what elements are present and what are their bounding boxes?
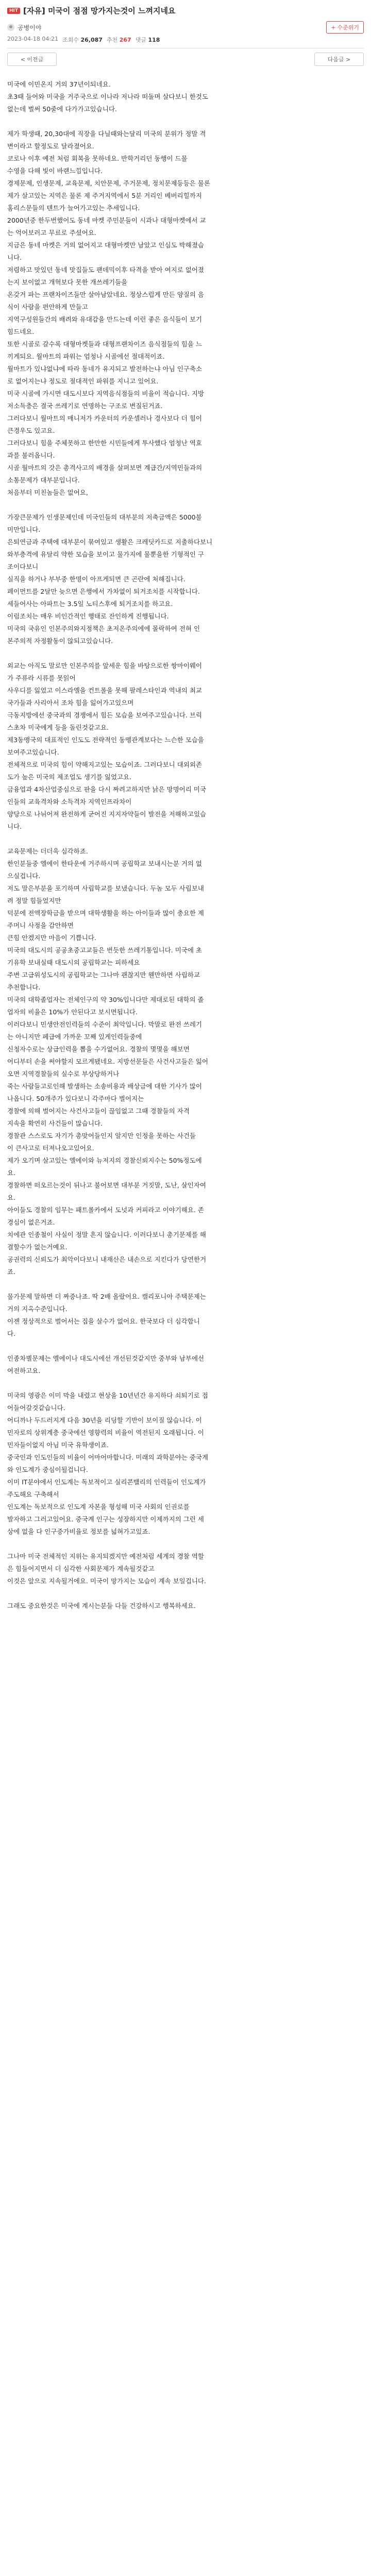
body-line: 어디부터 손을 써야할지 모르게됐네요. 지방선문들은 사건사고들은 잃어 bbox=[7, 1058, 209, 1065]
paragraph-gap bbox=[7, 1377, 364, 1390]
post-nav bbox=[0, 48, 371, 70]
body-line: 그러다보니 월마트의 매니저가 카운터의 카운셀러나 경사보다 더 힘이 bbox=[7, 414, 202, 422]
body-line: 미국의 대학졸업자는 전체인구의 약 30%입니다만 제대로된 대학의 졸 bbox=[7, 996, 204, 1003]
body-line: 오면 지역경찰들의 실수로 부상당하거나 bbox=[7, 1070, 120, 1078]
paragraph-gap bbox=[7, 647, 364, 660]
body-line: 결할수가 없는거예요. bbox=[7, 1243, 68, 1251]
body-line: 그래도 중요한것은 미국에 계시는분들 다들 건강하시고 행복하세요. bbox=[7, 1602, 196, 1610]
body-line: 보여주고있습니다. bbox=[7, 748, 59, 756]
body-line: 주머니 사정을 감안하면 bbox=[7, 922, 74, 929]
body-line: 경심이 없은거죠. bbox=[7, 1218, 55, 1226]
body-line: 민자로의 상위계층 중국에선 영향력의 비율이 역전된지 오래됩니다. 이 bbox=[7, 1429, 204, 1436]
body-line: 미국에 이민온지 거의 37년이되네요. bbox=[7, 80, 111, 88]
body-line: 는 아니지만 페급에 가까운 꼬째 있게인력들중에 bbox=[7, 1033, 142, 1041]
body-line: 식이 사람을 편안하게 만들고 bbox=[7, 303, 88, 311]
body-line: 미만입니다. bbox=[7, 526, 41, 533]
paragraph-gap bbox=[7, 833, 364, 845]
body-line: 으실겁니다. bbox=[7, 872, 41, 880]
body-line: 도가 높은 미국의 제조업도 생기를 잃었고요. bbox=[7, 773, 132, 781]
body-line: 조이다보니 bbox=[7, 563, 39, 571]
body-line: 미국의 국유인 인본주의와지정책은 초저온주의에에 몰락하여 전혀 인 bbox=[7, 625, 200, 632]
body-line: 거의 지옥수준입니다. bbox=[7, 1305, 68, 1313]
body-line: 인도계는 독보적으로 인도계 자본을 형성해 미국 사회의 인권로를 bbox=[7, 1503, 190, 1511]
body-line: 힘드네요. bbox=[7, 328, 35, 336]
body-line: 추천합니다. bbox=[7, 983, 41, 991]
views-count: 26,087 bbox=[80, 37, 103, 43]
body-line: 다. bbox=[7, 1330, 16, 1337]
body-line: 가장큰문제가 인생문제인데 미국인들의 대부분의 저축금액은 5000불 bbox=[7, 513, 202, 521]
body-line: 지금은 동네 마켓은 거의 없어지고 대형마켓만 남았고 인심도 박해졌습 bbox=[7, 241, 204, 249]
title-row bbox=[7, 5, 364, 16]
body-line: 교육문제는 더더욱 심각하죠. bbox=[7, 847, 88, 855]
body-line: 2000년중 한두번했어도 동네 마켓 주민분들이 시과나 대형마켓에서 교 bbox=[7, 216, 206, 224]
body-line: 덕분에 전액장학금을 받으며 대학생활을 하는 아이들과 많이 충요한 제 bbox=[7, 909, 204, 917]
comments-count: 118 bbox=[148, 37, 160, 43]
comments-label: 댓글 bbox=[135, 37, 146, 43]
body-line: 과를 불러옵니다. bbox=[7, 451, 55, 459]
body-line: 는지 보이없고 개혁보다 못한 개쓰레기들을 bbox=[7, 278, 128, 286]
body-line: 월마트가 있냐없냐에 따라 동네가 유지되고 발전하는냐 아님 인구축소 bbox=[7, 365, 202, 373]
body-line: 전체적으로 미국의 힘이 약해지고있는 모습이죠. 그러다보니 대외외존 bbox=[7, 761, 202, 768]
paragraph-gap bbox=[7, 1340, 364, 1352]
body-line: 한인분들중 엘에이 한타운에 거주하시며 공립학교 보내시는분 거의 없 bbox=[7, 860, 202, 867]
post-date: 2023-04-18 04:21 bbox=[7, 36, 59, 42]
body-line: 그나마 미국 전체적인 지위는 유지되겠지만 예전처럼 세계의 경찰 역할 bbox=[7, 1552, 204, 1560]
paragraph-gap bbox=[7, 115, 364, 128]
body-line: 페이먼트를 2달만 늦으면 은행에서 가차없이 퇴거조치를 시작합니다. bbox=[7, 588, 200, 595]
body-line: 인종차별문제는 엘에이나 대도시에선 개선된것같지만 중부와 남부에선 bbox=[7, 1354, 205, 1362]
body-line: 가 주류라 시류를 못읽어 bbox=[7, 674, 76, 682]
body-line: 온갖거 파는 프랜차이즈들만 살아남았네요. 정상스럽게 만든 양질의 음 bbox=[7, 291, 204, 298]
author-row bbox=[7, 21, 364, 34]
body-line: 와 인도계가 중심이될겁니다. bbox=[7, 1466, 88, 1474]
avatar-icon bbox=[7, 24, 14, 31]
paragraph-gap bbox=[7, 499, 364, 511]
body-line: 제가 오기며 살고있는 엘에이와 뉴저지의 경찰신뢰지수는 50%정도에 bbox=[7, 1157, 202, 1164]
body-line: 이미 IT분야에서 인도계는 독보적이고 실리콘밸리의 인력들이 인도계가 bbox=[7, 1478, 206, 1486]
author-name[interactable]: 공병이야 bbox=[18, 24, 42, 31]
body-line: 저소득층은 결국 쓰레기로 연명하는 구조로 변질된거죠. bbox=[7, 402, 163, 410]
author-info[interactable] bbox=[7, 23, 41, 32]
body-line: 니다. bbox=[7, 254, 22, 261]
paragraph-gap bbox=[7, 1538, 364, 1550]
body-line: 양당으로 나뉘어져 완전하게 굳어진 지지자약들이 발전을 저해하고있습 bbox=[7, 810, 207, 818]
body-line: 여전하고요. bbox=[7, 1367, 41, 1375]
post-body bbox=[0, 72, 371, 1612]
body-line: 인들의 교육격차와 소득격차 지역인프라차이 bbox=[7, 798, 132, 806]
subscribe-label: 수준위기 bbox=[337, 24, 359, 31]
body-line: 민자들이없지 아님 미국 유학생이죠. bbox=[7, 1441, 109, 1449]
body-line: 스초차 미국에게 등을 돌린것같고요. bbox=[7, 724, 109, 731]
body-line: 이것은 앞으로 지속될거에요. 미국이 망가지는 모습이 계속 보일겁니다. bbox=[7, 1577, 206, 1585]
body-line: 죠. bbox=[7, 1268, 16, 1276]
body-line: 코로나 이후 예전 처럼 회복을 못하네요. 반학거리던 동행이 드물 bbox=[7, 155, 188, 162]
meta-row bbox=[7, 36, 364, 44]
body-line: 수영을 다해 빛이 바랜느낌입니다. bbox=[7, 167, 103, 175]
body-line: 어디까나 두드러지게 다음 30년을 리딩할 기반이 보이질 않습니다. 이 bbox=[7, 1416, 202, 1424]
body-line: 지속을 확연히 사건들이 많습니다. bbox=[7, 1119, 103, 1127]
body-line: 나옵니다. 50개주가 있다보니 각주마다 벌어지는 bbox=[7, 1095, 144, 1102]
body-line: 본주의적 자정활동이 않되고있습니다. bbox=[7, 637, 113, 645]
post-title: [자유] 미국이 점점 망가지는것이 느껴지네요 bbox=[23, 6, 176, 15]
body-line: 신청자수로는 상급인력을 뽑을 수가없어요. 경찰의 몇몇을 해보면 bbox=[7, 1045, 190, 1053]
prev-post-button[interactable]: < 이전글 bbox=[7, 53, 57, 66]
body-line: 미국의 영광은 이미 막을 내렸고 현상을 10년년간 유지하다 쇠퇴기로 접 bbox=[7, 1392, 208, 1399]
body-line: 끼게되요. 월마트의 파워는 엄청나 시골에선 절대적이죠. bbox=[7, 353, 165, 360]
body-line: 이젠 정상적으로 벌어서는 집을 살수가 없어요. 한국보다 더 심각합니 bbox=[7, 1317, 200, 1325]
body-line: 주도해요 구축해서 bbox=[7, 1491, 59, 1498]
body-line: 극동지방에선 중국과의 경쟁에서 힘든 모습을 보여주고있습니다. 브릭 bbox=[7, 711, 202, 719]
body-line: 경찰관 스스로도 자기가 총맞어들인지 알지만 인정을 못하는 사건들 bbox=[7, 1132, 196, 1140]
body-line: 소통문제가 대부분입니다. bbox=[7, 476, 80, 484]
body-line: 제가 살고있는 지역은 물론 제 주거지역에서 5분 거리인 베버리힐까지 bbox=[7, 192, 202, 199]
body-line: 처음부터 미친놈들은 없어요, bbox=[7, 489, 88, 496]
body-line: 그러다보니 힘을 주체못하고 한만한 시민들에게 투사했다 엄청난 역효 bbox=[7, 439, 202, 447]
body-line: 기유학 보내실때 대도시의 공립학교는 피하세요 bbox=[7, 959, 140, 966]
body-line: 요. bbox=[7, 1194, 16, 1201]
post-header bbox=[0, 0, 371, 48]
hit-badge: HIT bbox=[7, 8, 20, 14]
body-line: 시골 월마트의 갓은 총격사고의 배경을 살펴보면 계급간/지역민들과의 bbox=[7, 464, 203, 472]
body-line: 은퇴연금과 주택에 대부분이 묶여있고 생활은 크레딧카드로 지출하다보니 bbox=[7, 538, 213, 546]
body-line: 물가문제 말하면 더 짜증나죠. 딱 2배 올랐어요. 캘리포니아 주택문제는 bbox=[7, 1293, 206, 1300]
body-line: 니다. bbox=[7, 823, 22, 830]
body-line: 죽는 사람들고로인해 발생하는 소송비용과 배상금에 대한 기사가 많이 bbox=[7, 1082, 202, 1090]
body-line: 저도 말은부분을 포기하며 사립학교를 보냈습니다. 두놈 모두 사립보내 bbox=[7, 884, 204, 892]
body-line: 요. bbox=[7, 1169, 16, 1177]
body-line: 제가 학생때, 20,30대에 직장을 다닐때와는달리 미국의 분위가 정말 격 bbox=[7, 130, 206, 138]
body-line: 경찰하면 떠오르는것이 뒤나고 불어보면 대부분 거짓말, 도난, 살인자여 bbox=[7, 1181, 206, 1189]
body-line: 변이라고 할정도로 달라졌어요. bbox=[7, 142, 94, 150]
body-line: 이 큰사고로 터져나오고있어요. bbox=[7, 1144, 94, 1152]
body-line: 실직을 하거나 부부중 한명이 아프게되면 큰 곤란에 처해집니다. bbox=[7, 575, 185, 583]
paragraph-gap bbox=[7, 1278, 364, 1291]
body-line: 큰힘 안겠지만 마음이 기쁩니다. bbox=[7, 934, 96, 942]
body-line: 로 없어지는냐 정도로 절대적인 파워를 지니고 있어요. bbox=[7, 377, 159, 385]
body-line: 홈리스문들의 텐트가 늘어가고있는 추세입니다. bbox=[7, 204, 140, 212]
body-line: 사우디를 잃었고 이스라엘을 컨트롤을 못해 팔레스타인과 역내의 최교 bbox=[7, 687, 202, 694]
body-line: 려 정말 힘들었지만 bbox=[7, 897, 61, 905]
plus-icon: + bbox=[331, 24, 336, 31]
body-line: 지역구성원들간의 배려와 유대감을 만드는데 이런 좋은 음식들이 보기 bbox=[7, 315, 202, 323]
body-line: 와부층격에 유달리 약한 모습을 보이고 물가지에 물뿐을한 기형적인 구 bbox=[7, 550, 204, 558]
body-line: 미국 시골에 가시면 대도시보다 지역음식점들의 비율이 적습니다. 지방 bbox=[7, 390, 204, 397]
recommend-count: 267 bbox=[119, 37, 131, 43]
body-line: 제3동맹국의 대표적인 인도도 전략적인 동맹관계보다는 느슨한 모습을 bbox=[7, 736, 204, 744]
body-line: 주변 고급위성도시의 공립학교는 그나마 괜찮지만 웬만하면 사립하교 bbox=[7, 971, 200, 979]
body-line: 상에 없을 다 인구증가비율로 정보를 넓혀가고있죠. bbox=[7, 1528, 150, 1535]
body-line: 경제문제, 인생문제, 교육문제, 치안문제, 주거문제, 정치문제등등은 물론 bbox=[7, 179, 210, 187]
body-line: 외교는 아직도 말로만 인본주의를 앞세운 힘을 바탕으로한 쌍마이웨이 bbox=[7, 662, 202, 670]
body-line: 업자의 비율은 10%가 안된다고 보시면됩니다. bbox=[7, 1008, 138, 1016]
body-line: 세들어사는 아파트는 3.5일 노티스후에 퇴거조치를 하고요. bbox=[7, 600, 173, 608]
body-line: 경찰에 의해 벌어지는 사건사고들이 끊임없고 그때 경찰들의 자격 bbox=[7, 1107, 190, 1115]
body-line: 아이들도 경찰의 임무는 패트롤카에서 도넛과 커피라고 이야기해요. 존 bbox=[7, 1206, 204, 1214]
body-line: 큰경우도 있고요. bbox=[7, 427, 55, 434]
body-line: 이럼조치는 매우 비인간적인 행태로 잔인하게 진행됩니다. bbox=[7, 612, 169, 620]
body-line: 은 힘들어지면서 더 심각한 사회문제가 계속될것같고 bbox=[7, 1565, 155, 1573]
body-line: 미국의 대도시의 공공초중고교들은 번듯한 쓰레기통입니다. 미국에 초 bbox=[7, 946, 202, 954]
body-line: 저렴하고 맛있던 동네 맛집들도 팬데믹이후 타격을 받아 여지로 없어졌 bbox=[7, 266, 204, 274]
body-line: 없는데 벌써 50줄에 다가가고있습니다. bbox=[7, 105, 117, 113]
body-line: 는 억어보러고 무료로 주셨어요. bbox=[7, 229, 96, 237]
paragraph-gap bbox=[7, 1587, 364, 1600]
body-line: 치에관 인종철이 사실이 정말 흔지 않습니다. 이러다보니 총기문제를 해 bbox=[7, 1231, 206, 1239]
next-post-button[interactable]: 다음글 > bbox=[314, 53, 364, 66]
recommend-label: 추천 bbox=[106, 37, 118, 43]
subscribe-button[interactable] bbox=[326, 21, 364, 34]
body-line: 국가들과 사리아서 조차 힘을 잃어가고있으며 bbox=[7, 699, 134, 707]
body-line: 공권력의 신뢰도가 최악이다보니 내재산은 내손으로 지킨다가 당연한거 bbox=[7, 1256, 207, 1263]
body-line: 이러다보니 민생안전인력들의 수준이 최악입니다. 막말로 완전 쓰레기 bbox=[7, 1021, 202, 1028]
body-line: 초3때 들어와 미국을 거주국으로 이나라 저나라 떠돌며 살다보니 한것도 bbox=[7, 93, 208, 101]
body-line: 발자하고 그러고있어요. 중국계 인구는 성장하지만 이제까지의 그런 세 bbox=[7, 1515, 204, 1523]
body-line: 금융업과 4차산업중심으로 판을 다시 짜려고하지만 낡은 망명어리 미국 bbox=[7, 785, 206, 793]
body-line: 중국인과 인도인들의 비율이 어마어마합니다. 미래의 과학분야는 중국계 bbox=[7, 1453, 209, 1461]
body-line: 어들어갈것같습니다. bbox=[7, 1404, 65, 1412]
body-line: 또한 시골로 갈수록 대형마켓들과 대형프랜차이즈 음식점들의 힘을 느 bbox=[7, 340, 202, 348]
views-label: 조회수 bbox=[62, 37, 79, 43]
